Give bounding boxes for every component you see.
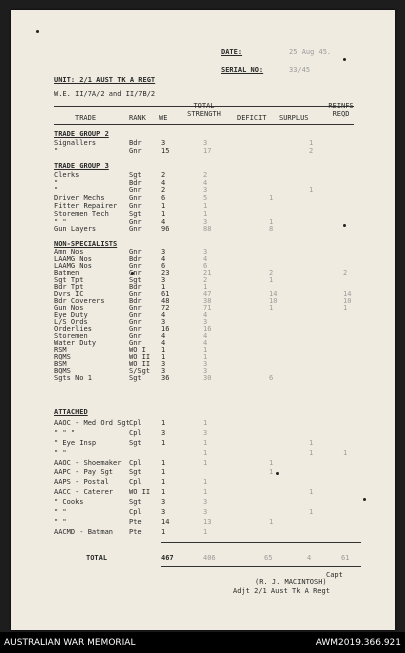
rank-cell: Gnr: [129, 202, 142, 210]
trade-cell: AAOC - Med Ord Sgt: [54, 418, 130, 427]
we-cell: 4: [161, 332, 166, 340]
strength-cell: 1: [203, 448, 208, 457]
strength-cell: 4: [203, 178, 208, 187]
we-cell: 1: [161, 438, 166, 447]
trade-cell: Clerks: [54, 170, 80, 179]
strength-cell: 2: [203, 170, 208, 179]
trade-cell: RSM: [54, 346, 67, 354]
trade-cell: Batmen: [54, 269, 80, 277]
strength-cell: 5: [203, 194, 208, 203]
rank-cell: Cpl: [129, 458, 142, 467]
ink-speck: [343, 224, 346, 227]
trade-cell: Bdr Tpt: [54, 283, 84, 291]
strength-cell: 1: [203, 346, 208, 354]
section-heading: TRADE GROUP 3: [54, 162, 109, 170]
rank-cell: Gnr: [129, 318, 142, 326]
strength-cell: 88: [203, 225, 212, 234]
strength-cell: 1: [203, 458, 208, 467]
strength-cell: 47: [203, 290, 212, 298]
rank-cell: Sgt: [129, 468, 142, 477]
reqd-cell: 1: [343, 448, 348, 457]
trade-cell: Bdr Coverers: [54, 297, 105, 305]
strength-cell: 16: [203, 325, 212, 333]
col-strength: TOTAL STRENGTH: [187, 102, 221, 118]
we-cell: 1: [161, 478, 166, 487]
strength-cell: 3: [203, 139, 208, 147]
trade-cell: " ": [54, 217, 67, 226]
rank-cell: Gnr: [129, 339, 142, 347]
strength-cell: 1: [203, 418, 208, 427]
deficit-cell: 1: [269, 468, 274, 477]
signature-name: (R. J. MACINTOSH): [255, 578, 327, 586]
rank-cell: Bdr: [129, 139, 142, 147]
strength-cell: 3: [203, 360, 208, 368]
strength-cell: 4: [203, 339, 208, 347]
rank-cell: Sgt: [129, 498, 142, 507]
trade-cell: Gun Layers: [54, 225, 97, 234]
deficit-cell: 1: [269, 194, 274, 203]
we-cell: 14: [161, 517, 170, 526]
rank-cell: Gnr: [129, 186, 142, 195]
rank-cell: Gnr: [129, 304, 142, 312]
rank-cell: Cpl: [129, 508, 142, 516]
trade-cell: Dvrs IC: [54, 290, 84, 298]
col-deficit: DEFICIT: [237, 114, 267, 122]
ink-speck: [363, 498, 366, 501]
rank-cell: Bdr: [129, 283, 142, 291]
rank-cell: Pte: [129, 527, 142, 536]
ink-speck: [343, 58, 346, 61]
section-heading: TRADE GROUP 2: [54, 130, 109, 138]
strength-cell: 4: [203, 255, 208, 263]
we-cell: 3: [161, 276, 166, 284]
we-cell: 3: [161, 508, 166, 516]
col-surplus: SURPLUS: [279, 114, 309, 122]
surplus-cell: 1: [309, 488, 314, 497]
strength-cell: 1: [203, 209, 208, 218]
serial-value: 33/45: [289, 66, 311, 74]
strength-cell: 4: [203, 311, 208, 319]
section-heading: NON-SPECIALISTS: [54, 240, 118, 248]
deficit-cell: 1: [269, 304, 274, 312]
we-cell: 36: [161, 374, 170, 382]
we-cell: 4: [161, 311, 166, 319]
trade-cell: " ": [54, 448, 67, 457]
we-cell: 15: [161, 147, 170, 155]
document-sheet: [11, 10, 395, 630]
rank-cell: Sgt: [129, 276, 142, 284]
we-cell: 1: [161, 418, 166, 427]
strength-cell: 3: [203, 508, 208, 516]
strength-cell: 1: [203, 438, 208, 447]
rank-cell: Gnr: [129, 269, 142, 277]
trade-cell: ": [54, 178, 59, 187]
rank-cell: Sgt: [129, 374, 142, 382]
trade-cell: AAPS - Postal: [54, 478, 109, 487]
reqd-cell: 10: [343, 297, 352, 305]
strength-cell: 30: [203, 374, 212, 382]
col-rank: RANK: [129, 114, 146, 122]
rank-cell: Gnr: [129, 325, 142, 333]
we-cell: 61: [161, 290, 170, 298]
total-label: TOTAL: [86, 554, 108, 562]
rank-cell: Gnr: [129, 262, 142, 270]
war-establishment: W.E. II/7A/2 and II/7B/2: [54, 90, 156, 98]
rank-cell: Bdr: [129, 297, 142, 305]
trade-cell: Signallers: [54, 139, 97, 147]
total-we: 467: [161, 554, 174, 562]
deficit-cell: 2: [269, 269, 274, 277]
we-cell: 1: [161, 209, 166, 218]
col-trade: TRADE: [75, 114, 97, 122]
strength-cell: 2: [203, 276, 208, 284]
we-cell: 3: [161, 367, 166, 375]
rank-cell: Bdr: [129, 178, 142, 187]
trade-cell: Orderlies: [54, 325, 92, 333]
we-cell: 3: [161, 318, 166, 326]
surplus-cell: 1: [309, 448, 314, 457]
strength-cell: 3: [203, 186, 208, 195]
rank-cell: Gnr: [129, 332, 142, 340]
strength-cell: 3: [203, 248, 208, 256]
trade-cell: LAAMG Nos: [54, 262, 92, 270]
surplus-cell: 2: [309, 147, 314, 155]
surplus-cell: 1: [309, 508, 314, 516]
strength-cell: 3: [203, 318, 208, 326]
trade-cell: AAPC - Pay Sgt: [54, 468, 114, 477]
we-cell: 2: [161, 170, 166, 179]
ink-speck: [276, 472, 279, 475]
trade-cell: " Cooks: [54, 498, 84, 507]
trade-cell: Storemen: [54, 332, 88, 340]
rank-cell: Sgt: [129, 209, 142, 218]
trade-cell: Water Duty: [54, 339, 97, 347]
we-cell: 1: [161, 353, 166, 361]
strength-cell: 6: [203, 262, 208, 270]
we-cell: 6: [161, 194, 166, 203]
we-cell: 1: [161, 488, 166, 497]
deficit-cell: 1: [269, 276, 274, 284]
trade-cell: " Eye Insp: [54, 438, 97, 447]
strength-cell: 3: [203, 217, 208, 226]
deficit-cell: 1: [269, 517, 274, 526]
we-cell: 48: [161, 297, 170, 305]
trade-cell: ": [54, 147, 59, 155]
rank-cell: Gnr: [129, 217, 142, 226]
trade-cell: Storemen Tech: [54, 209, 109, 218]
rank-cell: Gnr: [129, 290, 142, 298]
rank-cell: Sgt: [129, 170, 142, 179]
strength-cell: 3: [203, 367, 208, 375]
trade-cell: AAOC - Shoemaker: [54, 458, 122, 467]
we-cell: 3: [161, 428, 166, 437]
surplus-cell: 1: [309, 438, 314, 447]
trade-cell: Sgt Tpt: [54, 276, 84, 284]
serial-label: SERIAL NO:: [221, 66, 264, 74]
trade-cell: BQMS: [54, 367, 71, 375]
trade-cell: BSM: [54, 360, 67, 368]
trade-cell: Driver Mechs: [54, 194, 105, 203]
strength-cell: 1: [203, 283, 208, 291]
strength-cell: 1: [203, 527, 208, 536]
we-cell: 3: [161, 360, 166, 368]
we-cell: 1: [161, 468, 166, 477]
trade-cell: " ": [54, 517, 67, 526]
trade-cell: " " ": [54, 428, 76, 437]
total-surplus: 4: [307, 554, 312, 562]
deficit-cell: 8: [269, 225, 274, 234]
date-label: DATE:: [221, 48, 243, 56]
trade-cell: Gun Nos: [54, 304, 84, 312]
rank-cell: Gnr: [129, 147, 142, 155]
we-cell: 1: [161, 202, 166, 210]
reqd-cell: 1: [343, 304, 348, 312]
rank-cell: Sgt: [129, 438, 142, 447]
strength-cell: 4: [203, 332, 208, 340]
we-cell: 4: [161, 178, 166, 187]
we-cell: 2: [161, 186, 166, 195]
reqd-cell: 14: [343, 290, 352, 298]
we-cell: 1: [161, 283, 166, 291]
strength-cell: 13: [203, 517, 212, 526]
we-cell: 6: [161, 262, 166, 270]
rank-cell: Cpl: [129, 418, 142, 427]
ink-speck: [36, 30, 39, 33]
trade-cell: AACMD - Batman: [54, 527, 114, 536]
strength-cell: 1: [203, 353, 208, 361]
we-cell: 16: [161, 325, 170, 333]
reqd-cell: 2: [343, 269, 348, 277]
total-top-rule: [161, 542, 361, 543]
trade-cell: Eye Duty: [54, 311, 88, 319]
total-strength: 406: [203, 554, 216, 562]
we-cell: 4: [161, 255, 166, 263]
strength-cell: 38: [203, 297, 212, 305]
header-bottom-rule: [54, 124, 354, 125]
trade-cell: Amn Nos: [54, 248, 84, 256]
trade-cell: AACC - Caterer: [54, 488, 114, 497]
trade-cell: L/S Ords: [54, 318, 88, 326]
archive-id: AWM2019.366.921: [315, 638, 401, 648]
we-cell: 4: [161, 217, 166, 226]
rank-cell: WO II: [129, 360, 151, 368]
rank-cell: WO II: [129, 488, 151, 497]
strength-cell: 3: [203, 428, 208, 437]
surplus-cell: 1: [309, 186, 314, 195]
deficit-cell: 1: [269, 458, 274, 467]
rank-cell: Gnr: [129, 194, 142, 203]
total-bottom-rule: [161, 566, 361, 567]
total-reqd: 61: [341, 554, 350, 562]
rank-cell: S/Sgt: [129, 367, 151, 375]
we-cell: 3: [161, 498, 166, 507]
archive-footer: [0, 632, 405, 653]
we-cell: 3: [161, 139, 166, 147]
trade-cell: Sgts No 1: [54, 374, 92, 382]
strength-cell: 1: [203, 478, 208, 487]
archive-name: AUSTRALIAN WAR MEMORIAL: [4, 638, 136, 648]
unit-title: UNIT: 2/1 AUST TK A REGT: [54, 76, 156, 84]
strength-cell: 17: [203, 147, 212, 155]
deficit-cell: 14: [269, 290, 278, 298]
rank-cell: WO II: [129, 353, 151, 361]
rank-cell: Cpl: [129, 428, 142, 437]
rank-cell: WO I: [129, 346, 146, 354]
surplus-cell: 1: [309, 139, 314, 147]
strength-cell: 21: [203, 269, 212, 277]
trade-cell: " ": [54, 508, 67, 516]
deficit-cell: 1: [269, 217, 274, 226]
date-value: 25 Aug 45.: [289, 48, 332, 56]
we-cell: 72: [161, 304, 170, 312]
strength-cell: 71: [203, 304, 212, 312]
rank-cell: Gnr: [129, 225, 142, 234]
signature-title: Adjt 2/1 Aust Tk A Regt: [233, 587, 330, 595]
trade-cell: Fitter Repairer: [54, 202, 118, 210]
we-cell: 96: [161, 225, 170, 234]
section-heading: ATTACHED: [54, 408, 88, 416]
we-cell: 1: [161, 458, 166, 467]
deficit-cell: 6: [269, 374, 274, 382]
we-cell: 1: [161, 346, 166, 354]
rank-cell: Pte: [129, 517, 142, 526]
rank-cell: Bdr: [129, 255, 142, 263]
signature-rank: Capt: [326, 571, 343, 579]
rank-cell: Gnr: [129, 248, 142, 256]
trade-cell: RQMS: [54, 353, 71, 361]
we-cell: 4: [161, 339, 166, 347]
trade-cell: LAAMG Nos: [54, 255, 92, 263]
trade-cell: ": [54, 186, 59, 195]
total-deficit: 65: [264, 554, 273, 562]
strength-cell: 1: [203, 488, 208, 497]
deficit-cell: 10: [269, 297, 278, 305]
strength-cell: 1: [203, 202, 208, 210]
strength-cell: 3: [203, 498, 208, 507]
we-cell: 23: [161, 269, 170, 277]
we-cell: 3: [161, 248, 166, 256]
col-reqd: REINFS REQD: [328, 102, 354, 118]
rank-cell: Cpl: [129, 478, 142, 487]
col-we: WE: [159, 114, 168, 122]
we-cell: 1: [161, 527, 166, 536]
rank-cell: Gnr: [129, 311, 142, 319]
